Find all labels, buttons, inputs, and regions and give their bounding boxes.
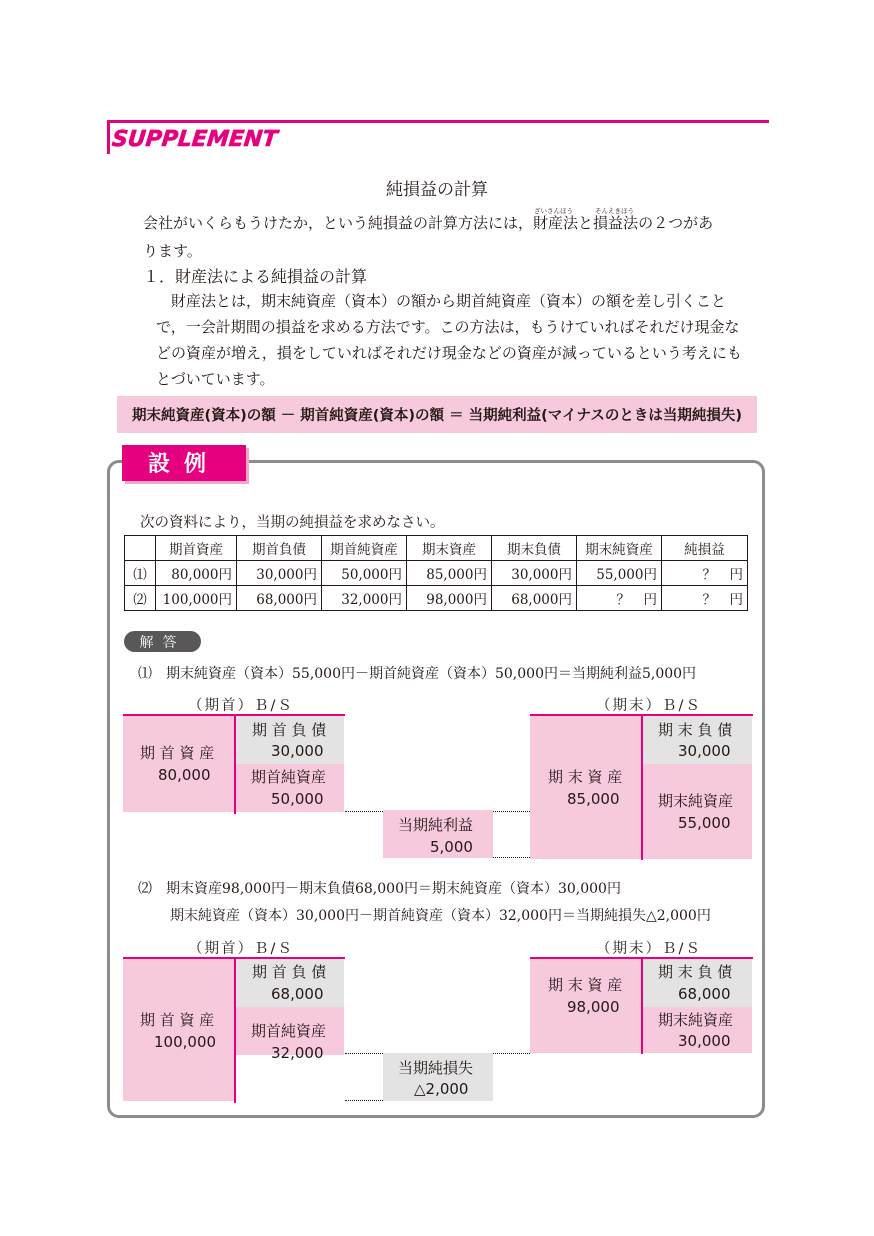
table-cell: ⑴ — [125, 561, 156, 586]
case2-begin-equity-label: 期首純資産 — [251, 1022, 327, 1040]
supplement-logo: SUPPLEMENT — [110, 127, 279, 152]
case1-begin-liab-label: 期 首 負 債 — [252, 721, 327, 739]
case1-begin-center-rule — [234, 714, 236, 814]
example-label: 設例 — [147, 452, 220, 477]
table-cell: ？ 円 — [577, 586, 662, 611]
case1-end-asset-value: 85,000 — [567, 790, 620, 808]
case1-end-liab-value: 30,000 — [678, 742, 731, 760]
case2-calc-line-1: ⑵ 期末資産98,000円－期末負債68,000円＝期末純資産（資本）30,000円 — [138, 881, 621, 897]
case1-end-equity-value: 55,000 — [678, 814, 731, 832]
table-cell: ？ 円 — [662, 586, 748, 611]
ruby-sonekiho: そんえきほう — [595, 207, 635, 215]
case2-end-equity-value: 30,000 — [678, 1032, 731, 1050]
table-cell: 68,000円 — [492, 586, 577, 611]
answer-label: 解答 — [139, 635, 186, 651]
table-header: 期首負債 — [237, 536, 322, 561]
case2-end-liab-label: 期 末 負 債 — [658, 963, 733, 981]
case2-result-value: △2,000 — [414, 1080, 469, 1098]
table-row — [125, 561, 748, 586]
case2-connector-left-top — [345, 1053, 383, 1054]
case1-bs-end-title: （期末）Ｂ/Ｓ — [596, 698, 702, 714]
table-cell: 30,000円 — [492, 561, 577, 586]
header-rule — [107, 120, 769, 123]
case2-end-asset-label: 期 末 資 産 — [548, 976, 623, 994]
case2-connector-left-bottom — [345, 1100, 383, 1101]
case1-end-equity-label: 期末純資産 — [658, 792, 734, 810]
data-table — [124, 535, 748, 611]
case1-begin-asset-label: 期 首 資 産 — [140, 744, 215, 762]
case1-begin-equity-label: 期首純資産 — [251, 768, 327, 786]
table-header: 期首資産 — [156, 536, 237, 561]
table-cell: 85,000円 — [407, 561, 492, 586]
table-header-row — [125, 536, 748, 561]
header-side-bar — [107, 120, 110, 154]
table-cell: ？ 円 — [662, 561, 748, 586]
table-cell: 50,000円 — [322, 561, 407, 586]
case2-begin-asset-box — [123, 959, 234, 1101]
case1-end-center-rule — [641, 714, 643, 860]
case2-end-asset-value: 98,000 — [567, 998, 620, 1016]
intro-line-1: 会社がいくらもうけたか，という純損益の計算方法には， ざいさんほう 財産法と そんえきほう 損益法の２つがあ — [143, 207, 714, 232]
case1-end-asset-label: 期 末 資 産 — [548, 768, 623, 786]
case1-end-liab-label: 期 末 負 債 — [658, 721, 733, 739]
table-header: 期末資産 — [407, 536, 492, 561]
case1-calc-line: ⑴ 期末純資産（資本）55,000円－期首純資産（資本）50,000円＝当期純利益5,000円 — [138, 666, 697, 682]
table-cell: 100,000円 — [156, 586, 237, 611]
case1-connector-right-bottom — [493, 857, 530, 858]
case2-result-label: 当期純損失 — [398, 1059, 474, 1077]
term-zaisanho: 財産法 — [533, 214, 579, 232]
case1-result-value: 5,000 — [430, 838, 473, 856]
case2-end-liab-value: 68,000 — [678, 985, 731, 1003]
case2-begin-center-rule — [234, 957, 236, 1103]
table-cell: 55,000円 — [577, 561, 662, 586]
case2-begin-asset-value: 100,000 — [154, 1033, 217, 1051]
table-cell: 30,000円 — [237, 561, 322, 586]
case2-bs-end-title: （期末）Ｂ/Ｓ — [596, 941, 702, 957]
case2-bs-begin-title: （期首）Ｂ/Ｓ — [188, 941, 294, 957]
table-cell: 80,000円 — [156, 561, 237, 586]
table-cell: ⑵ — [125, 586, 156, 611]
table-cell: 68,000円 — [237, 586, 322, 611]
case1-bs-begin-title: （期首）Ｂ/Ｓ — [188, 698, 294, 714]
case2-end-center-rule — [641, 957, 643, 1054]
case1-connector-right-top — [493, 811, 530, 812]
table-header: 期末負債 — [492, 536, 577, 561]
case2-end-equity-label: 期末純資産 — [658, 1011, 734, 1029]
case1-begin-asset-value: 80,000 — [158, 766, 211, 784]
case1-end-equity-box — [643, 764, 752, 859]
case2-connector-right — [493, 1053, 530, 1054]
table-header — [125, 536, 156, 561]
case1-end-asset-box — [530, 716, 641, 859]
term-sonekiho: 損益法 — [593, 214, 639, 232]
case1-connector-left — [345, 811, 383, 812]
case2-begin-liab-label: 期 首 負 債 — [252, 963, 327, 981]
intro-line-2: ります。 — [143, 242, 202, 260]
ruby-zaisanho: ざいさんほう — [534, 207, 574, 215]
table-header: 期首純資産 — [322, 536, 407, 561]
case1-result-label: 当期純利益 — [398, 816, 474, 834]
case2-begin-asset-label: 期 首 資 産 — [140, 1011, 215, 1029]
case2-begin-liab-value: 68,000 — [271, 985, 324, 1003]
table-header: 期末純資産 — [577, 536, 662, 561]
table-cell: 98,000円 — [407, 586, 492, 611]
table-header: 純損益 — [662, 536, 748, 561]
table-row — [125, 586, 748, 611]
formula-text: 期末純資産(資本)の額 － 期首純資産(資本)の額 ＝ 当期純利益(マイナスのときは当期純損失) — [131, 408, 743, 424]
case1-begin-equity-value: 50,000 — [271, 790, 324, 808]
case1-begin-liab-value: 30,000 — [271, 742, 324, 760]
question-text: 次の資料により，当期の純損益を求めなさい。 — [140, 515, 445, 531]
table-cell: 32,000円 — [322, 586, 407, 611]
case1-begin-asset-box — [123, 716, 234, 812]
page-title: 純損益の計算 — [386, 180, 488, 200]
case2-begin-equity-value: 32,000 — [271, 1044, 324, 1062]
section-heading: １．財産法による純損益の計算 — [143, 267, 368, 286]
section-body: 財産法とは，期末純資産（資本）の額から期首純資産（資本）の額を差し引くことで，一会計期間の損益を求める方法です。この方法は，もうけていればそれだけ現金などの資産が増え，損をしていればそれだけ現金などの資産が減っているという考えにもとづいています。 — [156, 292, 742, 388]
case2-calc-line-2: 期末純資産（資本）30,000円－期首純資産（資本）32,000円＝当期純損失△2,000円 — [170, 908, 711, 924]
